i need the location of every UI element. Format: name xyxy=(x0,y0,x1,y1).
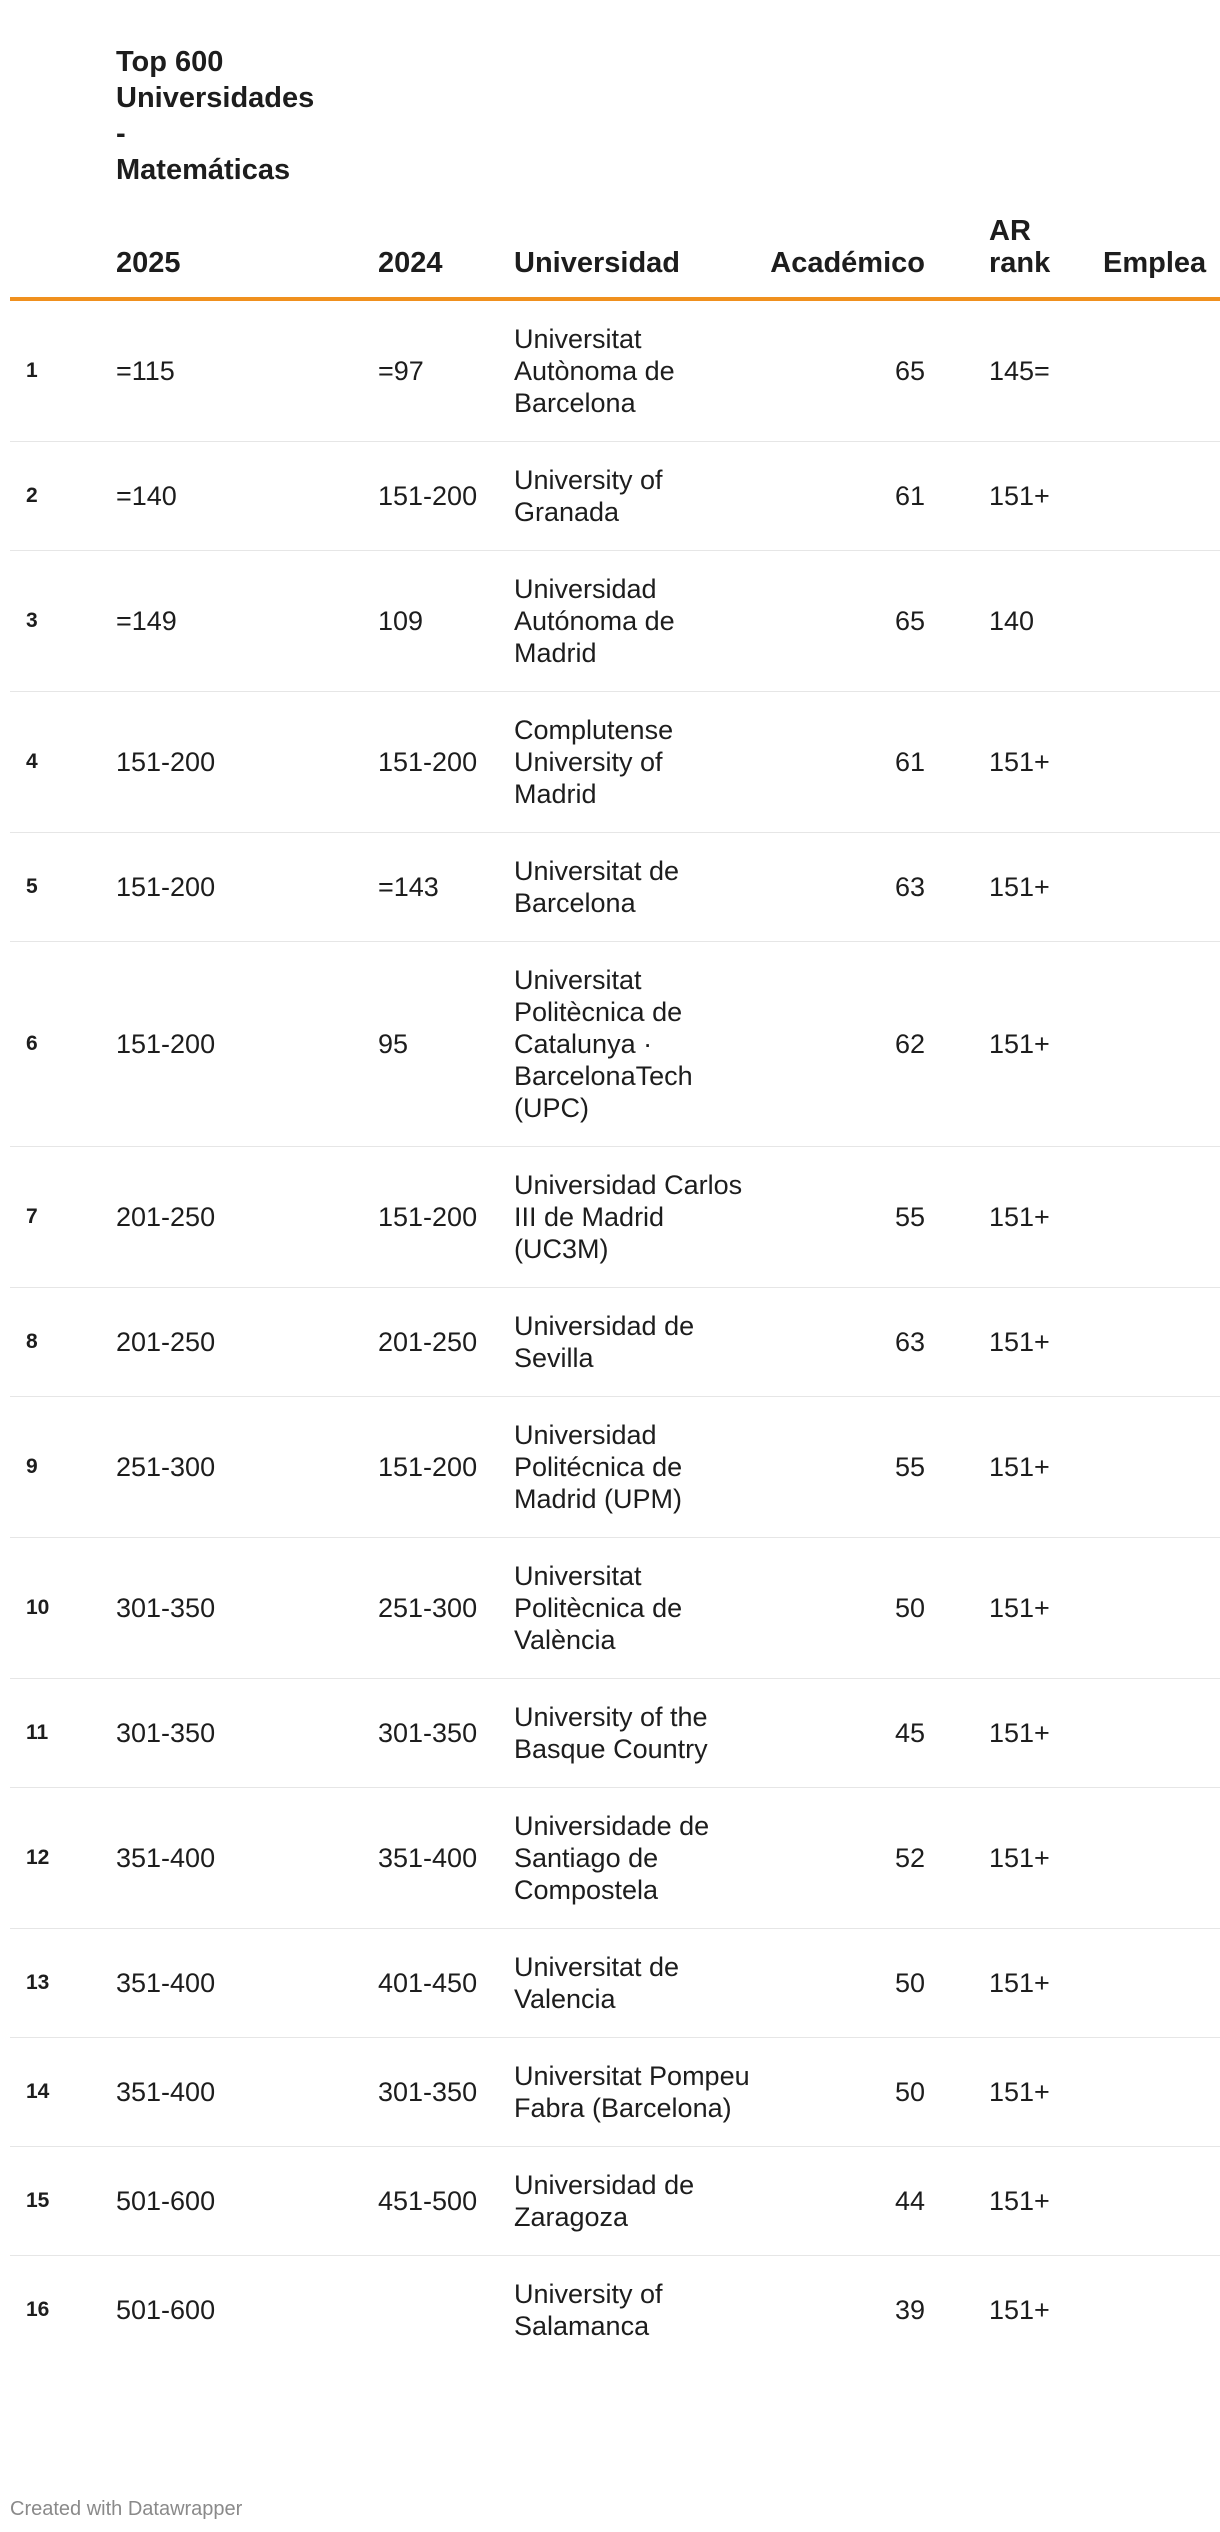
cell-rank-2024 xyxy=(378,2256,514,2365)
table-row xyxy=(10,442,1220,551)
cell-emplea xyxy=(1053,1147,1220,1288)
cell-university: Universidad de Sevilla xyxy=(514,1288,769,1397)
cell-academico: 55 xyxy=(769,1147,925,1288)
cell-emplea xyxy=(1053,2147,1220,2256)
cell-rank-2024: 109 xyxy=(378,551,514,692)
cell-ar-rank: 151+ xyxy=(925,833,1053,942)
cell-index: 11 xyxy=(10,1679,116,1788)
cell-ar-rank: 145= xyxy=(925,299,1053,442)
cell-ar-rank: 151+ xyxy=(925,2038,1053,2147)
cell-rank-2024: 301-350 xyxy=(378,1679,514,1788)
cell-ar-rank: 151+ xyxy=(925,942,1053,1147)
cell-university: Universidad Politécnica de Madrid (UPM) xyxy=(514,1397,769,1538)
column-header-2025[interactable]: 2025 xyxy=(116,215,378,299)
table-body xyxy=(10,299,1220,2364)
credit-footer[interactable]: Created with Datawrapper xyxy=(10,2498,243,2520)
table-row xyxy=(10,833,1220,942)
table-row xyxy=(10,2256,1220,2365)
cell-index: 13 xyxy=(10,1929,116,2038)
cell-ar-rank: 151+ xyxy=(925,1929,1053,2038)
table-row xyxy=(10,551,1220,692)
cell-university: Universitat de Valencia xyxy=(514,1929,769,2038)
cell-ar-rank: 151+ xyxy=(925,1679,1053,1788)
chart-title: Top 600 Universidades - Matemáticas xyxy=(116,46,315,186)
cell-rank-2025: =140 xyxy=(116,442,378,551)
cell-ar-rank: 151+ xyxy=(989,2295,1050,2325)
ranking-table-container xyxy=(10,215,1220,2364)
cell-rank-2024: 151-200 xyxy=(378,1397,514,1538)
cell-ar-rank: 151+ xyxy=(925,692,1053,833)
cell-rank-2025: 151-200 xyxy=(116,692,378,833)
table-row xyxy=(10,942,1220,1147)
cell-university: University of Salamanca xyxy=(514,2279,663,2341)
cell-index: 7 xyxy=(10,1147,116,1288)
table-header-row xyxy=(10,215,1220,299)
cell-ar-rank: 151+ xyxy=(925,2147,1053,2256)
cell-rank-2024: 401-450 xyxy=(378,1929,514,2038)
cell-university: Universidad de Zaragoza xyxy=(514,2147,769,2256)
column-header-emplea[interactable]: Emplea xyxy=(1053,215,1220,299)
column-header-index xyxy=(10,215,116,299)
cell-ar-rank: 151+ xyxy=(925,1788,1053,1929)
cell-rank-2025: =115 xyxy=(116,299,378,442)
table-row xyxy=(10,2038,1220,2147)
cell-index: 15 xyxy=(10,2147,116,2256)
cell-academico: 52 xyxy=(769,1788,925,1929)
table-row xyxy=(10,1147,1220,1288)
cell-university: Universitat Autònoma de Barcelona xyxy=(514,299,769,442)
cell-rank-2025: =149 xyxy=(116,551,378,692)
cell-emplea xyxy=(1053,1788,1220,1929)
cell-rank-2024: 451-500 xyxy=(378,2147,514,2256)
column-header-2024[interactable]: 2024 xyxy=(378,215,514,299)
cell-academico: 50 xyxy=(769,2038,925,2147)
cell-index: 14 xyxy=(10,2038,116,2147)
cell-ar-rank: 151+ xyxy=(925,1288,1053,1397)
cell-university: Complutense University of Madrid xyxy=(514,692,769,833)
cell-emplea xyxy=(1053,2256,1220,2365)
cell-rank-2024: 151-200 xyxy=(378,692,514,833)
cell-academico: 63 xyxy=(769,833,925,942)
cell-ar-rank: 140 xyxy=(925,551,1053,692)
cell-ar-rank: 151+ xyxy=(925,442,1053,551)
cell-rank-2025: 351-400 xyxy=(116,2038,378,2147)
cell-academico: 63 xyxy=(769,1288,925,1397)
cell-rank-2024: 201-250 xyxy=(378,1288,514,1397)
cell-rank-2024: =143 xyxy=(378,833,514,942)
cell-rank-2024: 151-200 xyxy=(378,442,514,551)
cell-university: Universitat de Barcelona xyxy=(514,833,769,942)
cell-university: Universidad Autónoma de Madrid xyxy=(514,551,769,692)
ranking-table xyxy=(10,215,1220,2364)
cell-rank-2025: 351-400 xyxy=(116,1788,378,1929)
cell-emplea xyxy=(1053,833,1220,942)
cell-rank-2025: 501-600 xyxy=(116,2147,378,2256)
cell-rank-2024: 95 xyxy=(378,942,514,1147)
cell-emplea xyxy=(1053,1397,1220,1538)
cell-academico: 62 xyxy=(769,942,925,1147)
cell-index: 8 xyxy=(10,1288,116,1397)
table-row xyxy=(10,2147,1220,2256)
cell-emplea xyxy=(1053,551,1220,692)
table-row xyxy=(10,1397,1220,1538)
table-row xyxy=(10,1788,1220,1929)
cell-university: Universidade de Santiago de Compostela xyxy=(514,1788,769,1929)
cell-emplea xyxy=(1053,1288,1220,1397)
cell-emplea xyxy=(1053,299,1220,442)
cell-academico: 65 xyxy=(769,299,925,442)
cell-academico: 61 xyxy=(769,442,925,551)
column-header-academico[interactable]: Académico xyxy=(769,215,925,299)
cell-index: 1 xyxy=(10,299,116,442)
cell-rank-2025: 351-400 xyxy=(116,1929,378,2038)
cell-university: Universidad Carlos III de Madrid (UC3M) xyxy=(514,1147,769,1288)
cell-emplea xyxy=(1053,1538,1220,1679)
cell-rank-2025: 301-350 xyxy=(116,1538,378,1679)
cell-academico: 44 xyxy=(769,2147,925,2256)
cell-academico: 50 xyxy=(769,1929,925,2038)
cell-index: 12 xyxy=(10,1788,116,1929)
cell-academico: 61 xyxy=(769,692,925,833)
cell-rank-2025: 151-200 xyxy=(116,833,378,942)
cell-university: University of the Basque Country xyxy=(514,1679,769,1788)
cell-rank-2025: 201-250 xyxy=(116,1147,378,1288)
cell-rank-2024: 351-400 xyxy=(378,1788,514,1929)
cell-emplea xyxy=(1053,942,1220,1147)
cell-rank-2025: 251-300 xyxy=(116,1397,378,1538)
cell-academico: 65 xyxy=(769,551,925,692)
cell-index: 5 xyxy=(10,833,116,942)
cell-emplea xyxy=(1053,2038,1220,2147)
cell-university: University of Granada xyxy=(514,442,769,551)
cell-index: 9 xyxy=(10,1397,116,1538)
cell-university: Universitat Politècnica de Catalunya · BarcelonaTech (UPC) xyxy=(514,942,769,1147)
column-header-ar-rank[interactable]: AR rank xyxy=(925,215,1053,299)
cell-index: 4 xyxy=(10,692,116,833)
cell-emplea xyxy=(1053,1679,1220,1788)
table-row xyxy=(10,1929,1220,2038)
cell-index: 6 xyxy=(10,942,116,1147)
cell-rank-2025: 301-350 xyxy=(116,1679,378,1788)
cell-rank-2024: =97 xyxy=(378,299,514,442)
cell-academico: 50 xyxy=(769,1538,925,1679)
cell-rank-2024: 301-350 xyxy=(378,2038,514,2147)
cell-rank-2025: 501-600 xyxy=(116,2295,216,2325)
cell-rank-2025: 151-200 xyxy=(116,942,378,1147)
cell-academico: 45 xyxy=(769,1679,925,1788)
cell-academico: 55 xyxy=(769,1397,925,1538)
table-row xyxy=(10,299,1220,442)
column-header-universidad[interactable]: Universidad xyxy=(514,215,769,299)
cell-emplea xyxy=(1053,692,1220,833)
cell-ar-rank: 151+ xyxy=(925,1397,1053,1538)
cell-index: 3 xyxy=(10,551,116,692)
cell-university: Universitat Pompeu Fabra (Barcelona) xyxy=(514,2038,769,2147)
table-row xyxy=(10,1538,1220,1679)
cell-academico: 39 xyxy=(894,2295,925,2325)
cell-index: 10 xyxy=(10,1538,116,1679)
cell-rank-2024: 151-200 xyxy=(378,1147,514,1288)
cell-rank-2024: 251-300 xyxy=(378,1538,514,1679)
cell-ar-rank: 151+ xyxy=(925,1147,1053,1288)
table-row xyxy=(10,1679,1220,1788)
cell-rank-2025: 201-250 xyxy=(116,1288,378,1397)
cell-university: Universitat Politècnica de València xyxy=(514,1538,769,1679)
cell-index: 2 xyxy=(10,442,116,551)
table-row xyxy=(10,692,1220,833)
table-row xyxy=(10,1288,1220,1397)
cell-index: 16 xyxy=(26,2298,50,2321)
cell-emplea xyxy=(1053,1929,1220,2038)
cell-emplea xyxy=(1053,442,1220,551)
cell-ar-rank: 151+ xyxy=(925,1538,1053,1679)
